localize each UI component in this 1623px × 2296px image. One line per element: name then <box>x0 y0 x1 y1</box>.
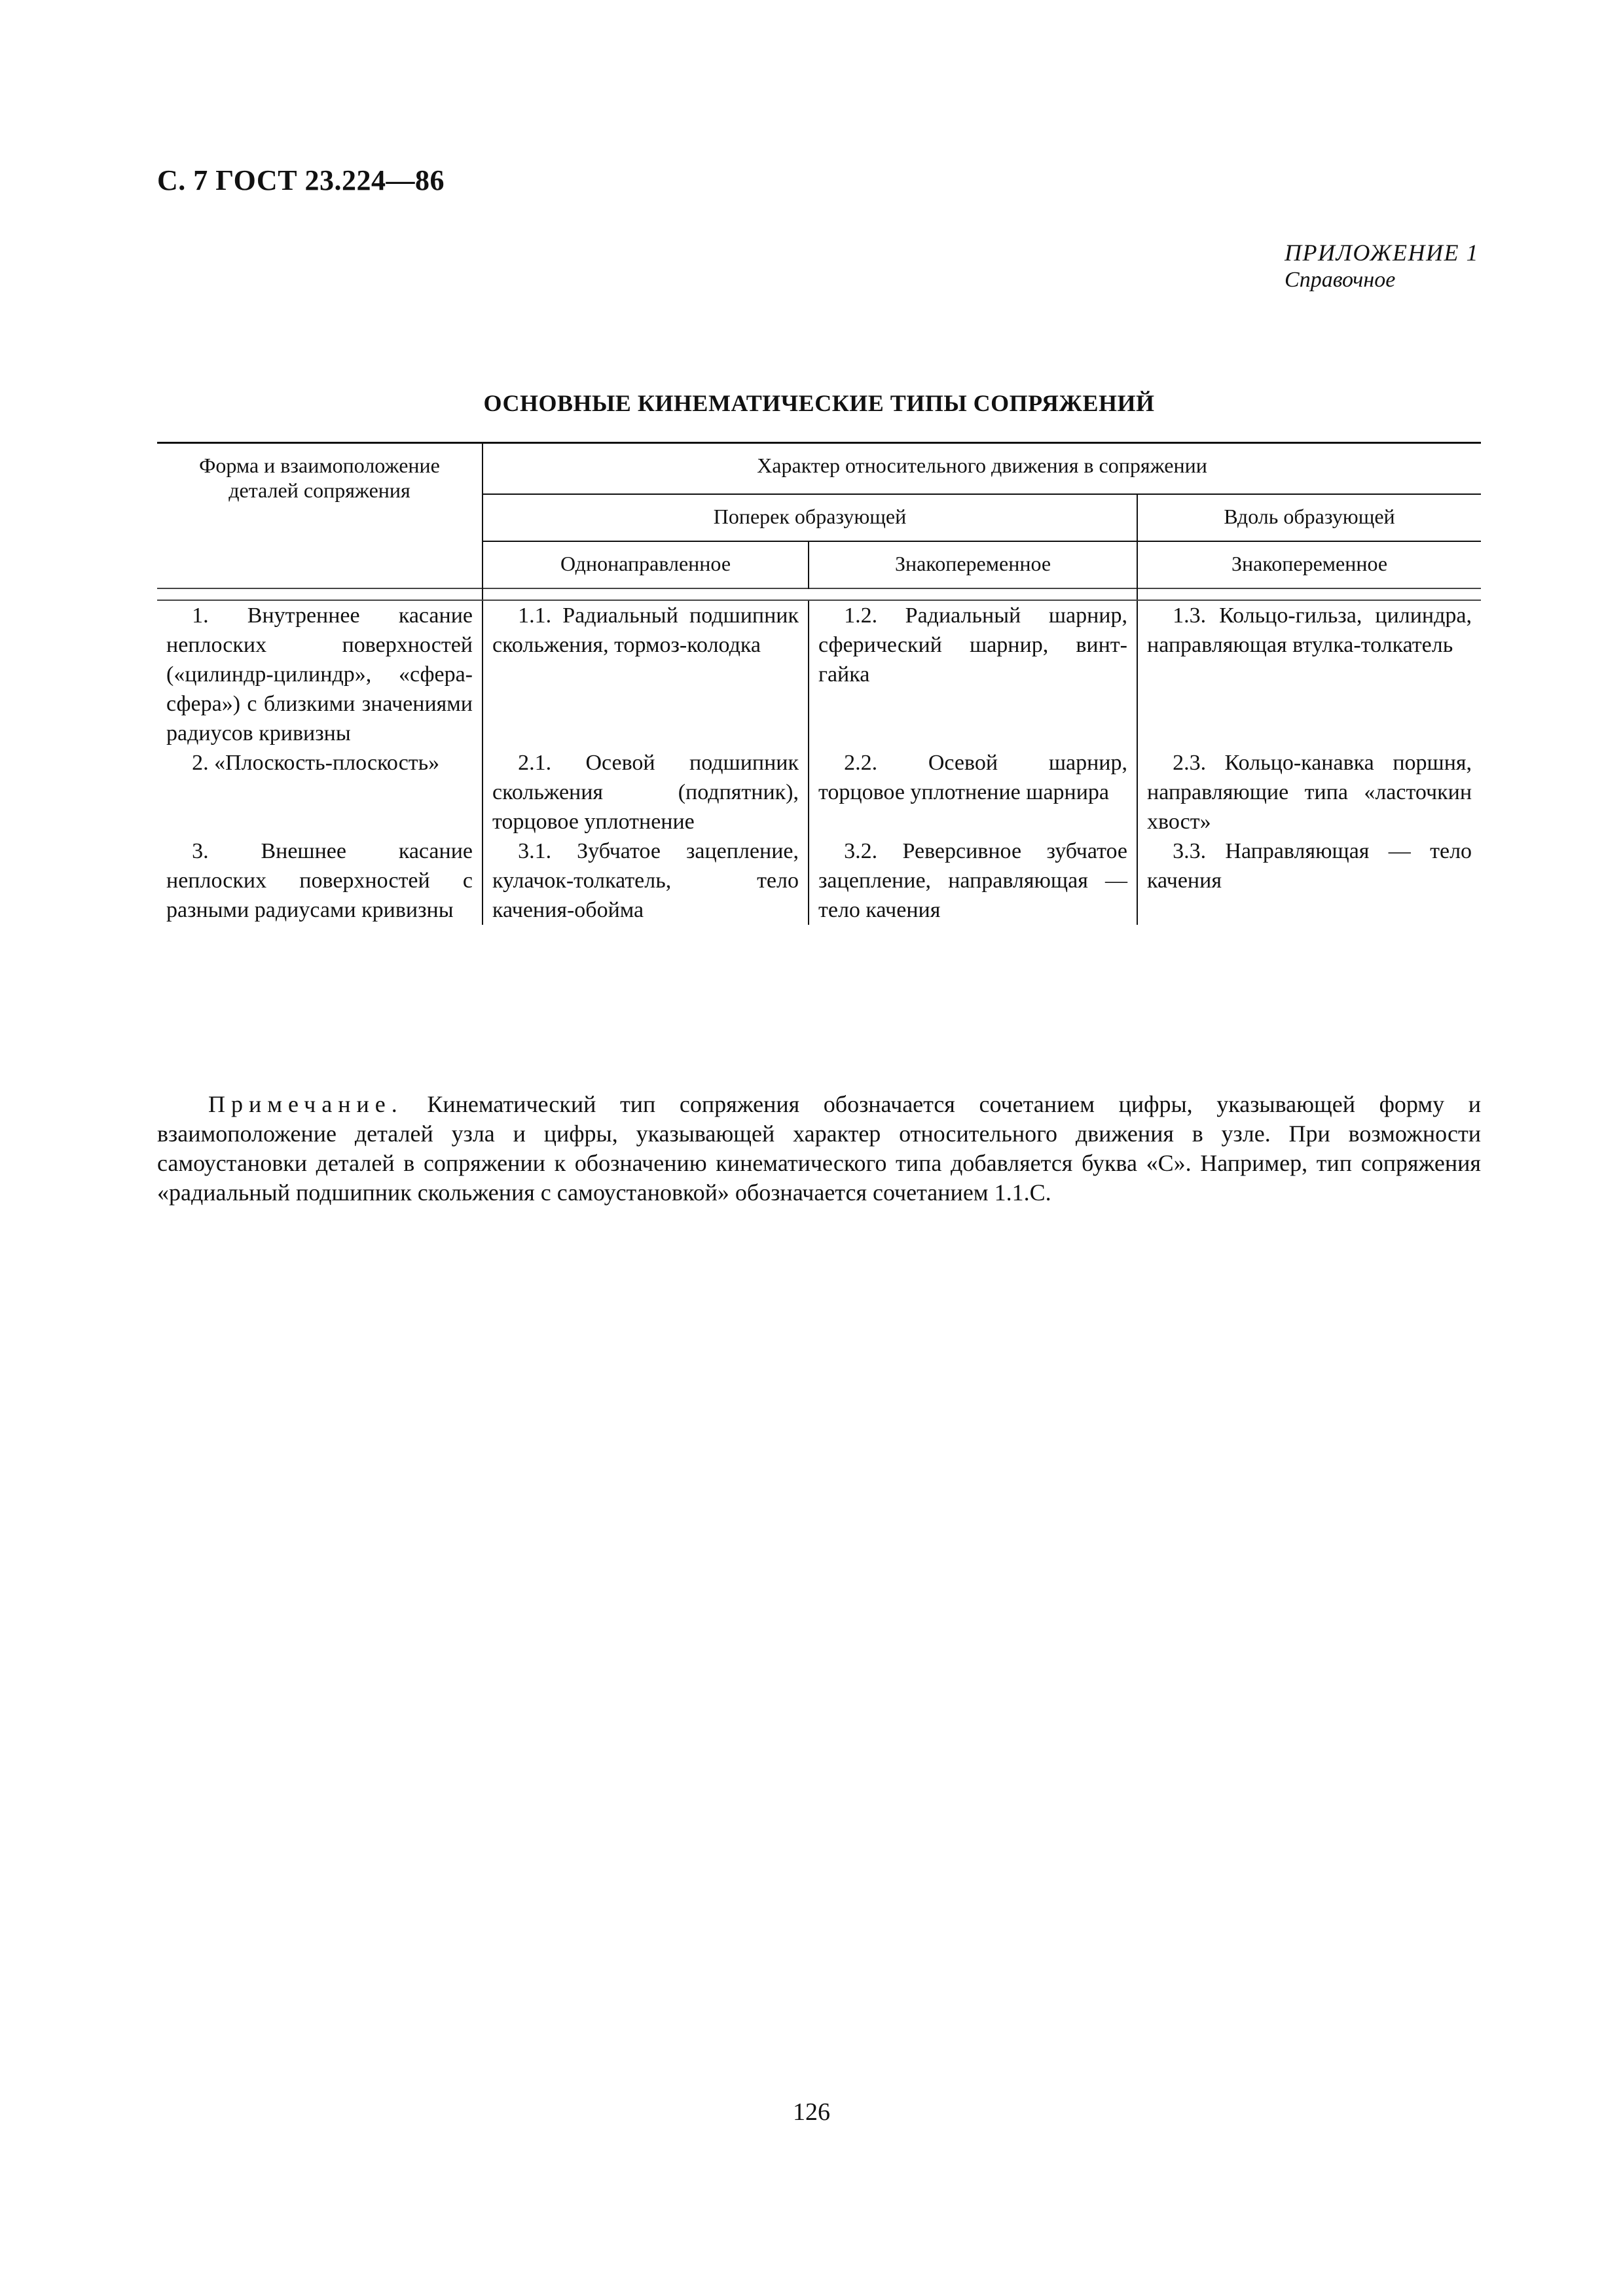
header-alternating-along: Знакопеременное <box>1231 551 1388 575</box>
row-form: 1. Внутреннее касание неплоских поверхностей («цилиндр-цилиндр», «сфера-сфера») с близкими значениями радиусов кривизны <box>157 600 483 748</box>
row-alternating-across: 3.2. Реверсивное зубчатое зацепление, направляющая — тело качения <box>809 836 1137 925</box>
table-row <box>157 836 1481 925</box>
note-text: Кинематический тип сопряжения обозначается сочетанием цифры, указывающей форму и взаимоположение деталей узла и цифры, указывающей характер относительного движения в узле. При возможности самоустановки деталей в сопряжении к обозначению кинематического типа добавляется буква «С». Например, тип сопряжения «радиальный подшипник скольжения с самоустановкой» обозначается сочетанием 1.1.С. <box>157 1091 1482 1206</box>
table-note <box>157 1090 1481 1208</box>
header-along: Вдоль образующей <box>1137 494 1481 541</box>
header-motion: Характер относительного движения в сопряжении <box>483 443 1481 494</box>
double-rule <box>157 588 1481 600</box>
table-title: ОСНОВНЫЕ КИНЕМАТИЧЕСКИЕ ТИПЫ СОПРЯЖЕНИЙ <box>483 390 1155 416</box>
appendix-block <box>1285 239 1479 293</box>
row-form: 2. «Плоскость-плоскость» <box>157 748 483 836</box>
header-form: Форма и взаимоположение деталей сопряжения <box>157 443 483 588</box>
header-across: Поперек образующей <box>483 494 1137 541</box>
row-unidirectional: 3.1. Зубчатое зацепление, кулачок-толкатель, тело качения-обойма <box>483 836 809 925</box>
appendix-label: ПРИЛОЖЕНИЕ 1 <box>1285 240 1479 266</box>
kinematic-types-table <box>157 442 1481 925</box>
header-unidirectional: Однонаправленное <box>483 541 809 588</box>
table-row <box>157 748 1481 836</box>
row-alternating-along: 1.3. Кольцо-гильза, цилиндра, направляющая втулка-толкатель <box>1147 603 1472 657</box>
row-unidirectional: 2.1. Осевой подшипник скольжения (подпятник), торцовое уплотнение <box>483 748 809 836</box>
note-intro: Примечание. <box>208 1091 403 1117</box>
row-unidirectional: 1.1. Радиальный подшипник скольжения, тормоз-колодка <box>483 600 809 748</box>
row-alternating-along: 3.3. Направляющая — тело качения <box>1147 838 1472 893</box>
row-alternating-along: 2.3. Кольцо-канавка поршня, направляющие типа «ласточкин хвост» <box>1147 750 1472 834</box>
row-alternating-across: 2.2. Осевой шарнир, торцовое уплотнение шарнира <box>809 748 1137 836</box>
header-alternating-across: Знакопеременное <box>809 541 1137 588</box>
page-number: 126 <box>793 2098 830 2126</box>
table-row <box>157 600 1481 748</box>
appendix-type: Справочное <box>1285 268 1396 292</box>
page-header: С. 7 ГОСТ 23.224—86 <box>157 164 445 196</box>
row-alternating-across: 1.2. Радиальный шарнир, сферический шарнир, винт-гайка <box>809 600 1137 748</box>
row-form: 3. Внешнее касание неплоских поверхностей с разными радиусами кривизны <box>157 836 483 925</box>
